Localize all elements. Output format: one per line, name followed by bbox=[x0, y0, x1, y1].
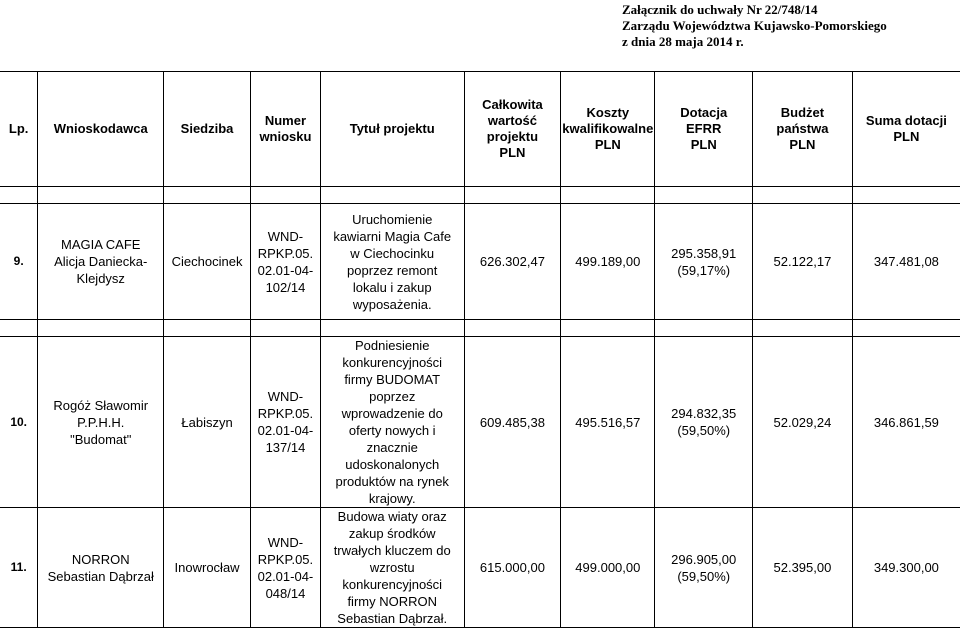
application-number-cell-text: 102/14 bbox=[265, 279, 306, 295]
attachment-line-3: z dnia 28 maja 2014 r. bbox=[622, 34, 744, 49]
project-title-cell-text: oferty nowych i bbox=[348, 423, 436, 438]
grant-sum-cell bbox=[852, 337, 960, 508]
header-text: kwalifikowalne bbox=[562, 121, 654, 136]
seat-cell-text: Inowrocław bbox=[174, 560, 240, 575]
application-number-cell-text: 02.01-04- bbox=[257, 262, 314, 278]
applicant-cell-text: "Budomat" bbox=[70, 431, 132, 447]
application-number-cell-text: RPKP.05. bbox=[257, 245, 314, 261]
separator-cell bbox=[38, 320, 164, 337]
applicant-cell-text: Rogóż Sławomir bbox=[53, 397, 149, 413]
separator-cell bbox=[0, 320, 38, 337]
seat-cell bbox=[164, 337, 251, 508]
separator-cell bbox=[753, 187, 853, 204]
separator-cell bbox=[655, 320, 753, 337]
state-budget-cell bbox=[753, 337, 853, 508]
efrr-grant-cell-text: 294.832,35 bbox=[671, 406, 737, 421]
header-text: Lp. bbox=[8, 121, 29, 136]
separator-cell bbox=[561, 187, 655, 204]
application-number-cell-text: 137/14 bbox=[265, 440, 306, 455]
application-number-cell bbox=[251, 508, 321, 628]
total-value-cell bbox=[464, 337, 561, 508]
project-title-cell-text: udoskonalonych bbox=[345, 457, 440, 472]
efrr-grant-cell-text: (59,50%) bbox=[677, 568, 731, 584]
header-text: Suma dotacji bbox=[865, 113, 947, 128]
grant-sum-cell bbox=[852, 508, 960, 628]
header-cell bbox=[655, 72, 753, 187]
application-number-cell-text: RPKP.05. bbox=[257, 406, 314, 421]
separator-cell bbox=[655, 187, 753, 204]
total-value-cell-text: 615.000,00 bbox=[479, 560, 545, 575]
separator-cell bbox=[251, 187, 321, 204]
header-text: PLN bbox=[690, 137, 717, 152]
separator-cell bbox=[464, 320, 561, 337]
project-title-cell-text: Podniesienie bbox=[354, 338, 430, 353]
lp-cell bbox=[0, 508, 38, 628]
header-text: PLN bbox=[594, 137, 621, 152]
project-title-cell-text: poprzez remont bbox=[347, 262, 438, 278]
project-title-cell-text: lokalu i zakup bbox=[352, 279, 432, 295]
eligible-costs-cell-text: 499.189,00 bbox=[575, 254, 641, 269]
efrr-grant-cell bbox=[655, 204, 753, 320]
project-title-cell-text: w Ciechocinku bbox=[350, 245, 435, 261]
total-value-cell bbox=[464, 508, 561, 628]
header-cell bbox=[464, 72, 561, 187]
separator-cell bbox=[320, 187, 464, 204]
application-number-cell bbox=[251, 204, 321, 320]
header-cell bbox=[38, 72, 164, 187]
project-title-cell-text: kawiarni Magia Cafe bbox=[333, 228, 452, 244]
project-title-cell-text: zakup środków bbox=[348, 526, 436, 541]
header-cell bbox=[753, 72, 853, 187]
header-text: Tytuł projektu bbox=[349, 121, 435, 136]
applicant-cell-text: Sebastian Dąbrzał bbox=[47, 568, 154, 584]
separator-row bbox=[0, 187, 960, 204]
table-row bbox=[0, 508, 960, 628]
project-title-cell-text: wprowadzenie do bbox=[341, 406, 443, 421]
header-cell bbox=[320, 72, 464, 187]
header-text: Budżet bbox=[780, 105, 825, 120]
separator-cell bbox=[852, 187, 960, 204]
eligible-costs-cell-text: 499.000,00 bbox=[575, 560, 641, 575]
grant-sum-cell-text: 346.861,59 bbox=[873, 414, 939, 430]
project-title-cell bbox=[320, 204, 464, 320]
header-text: projektu bbox=[486, 129, 539, 144]
separator-cell bbox=[320, 320, 464, 337]
total-value-cell-text: 626.302,47 bbox=[479, 254, 545, 269]
efrr-grant-cell-text: 295.358,91 bbox=[671, 245, 737, 261]
applicant-cell-text: Klejdysz bbox=[76, 271, 125, 286]
efrr-grant-cell bbox=[655, 337, 753, 508]
project-title-cell bbox=[320, 337, 464, 508]
state-budget-cell-text: 52.122,17 bbox=[773, 254, 832, 269]
lp-cell bbox=[0, 337, 38, 508]
attachment-note bbox=[622, 2, 952, 50]
project-title-cell-text: konkurencyjności bbox=[342, 355, 443, 370]
seat-cell-text: Łabiszyn bbox=[181, 414, 233, 430]
separator-cell bbox=[753, 320, 853, 337]
application-number-cell-text: 02.01-04- bbox=[257, 568, 314, 584]
header-text: Siedziba bbox=[180, 121, 234, 136]
application-number-cell-text: WND- bbox=[267, 389, 304, 404]
separator-cell bbox=[464, 187, 561, 204]
project-title-cell-text: wzrostu bbox=[369, 560, 415, 575]
project-title-cell-text: znacznie bbox=[366, 440, 418, 455]
project-title-cell bbox=[320, 508, 464, 628]
applicant-cell bbox=[38, 508, 164, 628]
header-cell bbox=[251, 72, 321, 187]
application-number-cell-text: WND- bbox=[267, 534, 304, 550]
project-title-cell-text: trwałych kluczem do bbox=[333, 543, 451, 558]
application-number-cell-text: WND- bbox=[267, 228, 304, 244]
applicant-cell bbox=[38, 337, 164, 508]
efrr-grant-cell-text: (59,17%) bbox=[677, 262, 731, 278]
project-title-cell-text: poprzez bbox=[369, 389, 416, 404]
header-text: wniosku bbox=[259, 129, 312, 144]
project-title-cell-text: firmy NORRON bbox=[347, 594, 437, 609]
seat-cell-text: Ciechocinek bbox=[171, 254, 243, 269]
header-text: państwa bbox=[776, 121, 829, 136]
header-cell bbox=[852, 72, 960, 187]
header-text: Numer bbox=[264, 113, 307, 128]
header-text: PLN bbox=[499, 145, 526, 160]
efrr-grant-cell-text: 296.905,00 bbox=[671, 551, 737, 567]
project-title-cell-text: Budowa wiaty oraz bbox=[337, 509, 447, 524]
separator-cell bbox=[852, 320, 960, 337]
state-budget-cell-text: 52.029,24 bbox=[773, 414, 832, 430]
separator-cell bbox=[164, 187, 251, 204]
table-header-row bbox=[0, 72, 960, 187]
header-text: PLN bbox=[893, 129, 920, 144]
state-budget-cell bbox=[753, 204, 853, 320]
grant-sum-cell bbox=[852, 204, 960, 320]
applicant-cell-text: MAGIA CAFE bbox=[61, 237, 141, 252]
header-text: wartość bbox=[487, 113, 537, 128]
separator-cell bbox=[251, 320, 321, 337]
project-title-cell-text: produktów na rynek bbox=[335, 474, 449, 489]
header-text: PLN bbox=[789, 137, 816, 152]
seat-cell bbox=[164, 508, 251, 628]
separator-cell bbox=[0, 187, 38, 204]
efrr-grant-cell bbox=[655, 508, 753, 628]
lp-cell-text: 10. bbox=[10, 414, 28, 429]
separator-cell bbox=[561, 320, 655, 337]
header-cell bbox=[0, 72, 38, 187]
eligible-costs-cell-text: 495.516,57 bbox=[575, 414, 641, 430]
total-value-cell-text: 609.485,38 bbox=[479, 414, 545, 430]
application-number-cell-text: RPKP.05. bbox=[257, 551, 314, 567]
state-budget-cell bbox=[753, 508, 853, 628]
state-budget-cell-text: 52.395,00 bbox=[773, 560, 832, 575]
header-text: Dotacja bbox=[680, 105, 728, 120]
applicant-cell-text: NORRON bbox=[71, 551, 130, 567]
separator-row bbox=[0, 320, 960, 337]
project-title-cell-text: konkurencyjności bbox=[342, 577, 443, 592]
efrr-grant-cell-text: (59,50%) bbox=[677, 423, 731, 438]
projects-table bbox=[0, 71, 960, 628]
total-value-cell bbox=[464, 204, 561, 320]
header-text: Całkowita bbox=[482, 97, 543, 112]
application-number-cell-text: 048/14 bbox=[265, 585, 306, 601]
lp-cell-text: 9. bbox=[13, 254, 24, 268]
project-title-cell-text: krajowy. bbox=[368, 491, 416, 506]
header-text: Wnioskodawca bbox=[53, 121, 148, 136]
header-cell bbox=[164, 72, 251, 187]
table-row bbox=[0, 337, 960, 508]
separator-cell bbox=[38, 187, 164, 204]
applicant-cell-text: Alicja Daniecka- bbox=[54, 254, 148, 269]
project-title-cell-text: Uruchomienie bbox=[352, 211, 433, 227]
grant-sum-cell-text: 347.481,08 bbox=[873, 254, 939, 269]
project-title-cell-text: wyposażenia. bbox=[352, 296, 432, 312]
separator-cell bbox=[164, 320, 251, 337]
header-text: EFRR bbox=[686, 121, 722, 136]
applicant-cell-text: P.P.H.H. bbox=[77, 414, 125, 430]
grant-sum-cell-text: 349.300,00 bbox=[873, 560, 939, 575]
eligible-costs-cell bbox=[561, 508, 655, 628]
attachment-line-1: Załącznik do uchwały Nr 22/748/14 bbox=[622, 2, 818, 17]
lp-cell-text: 11. bbox=[10, 560, 27, 574]
table-row bbox=[0, 204, 960, 320]
project-title-cell-text: Sebastian Dąbrzał. bbox=[337, 611, 448, 626]
project-title-cell-text: firmy BUDOMAT bbox=[344, 372, 441, 387]
header-cell bbox=[561, 72, 655, 187]
application-number-cell-text: 02.01-04- bbox=[257, 423, 314, 438]
seat-cell bbox=[164, 204, 251, 320]
application-number-cell bbox=[251, 337, 321, 508]
lp-cell bbox=[0, 204, 38, 320]
eligible-costs-cell bbox=[561, 204, 655, 320]
eligible-costs-cell bbox=[561, 337, 655, 508]
header-text: Koszty bbox=[586, 105, 630, 120]
attachment-line-2: Zarządu Województwa Kujawsko-Pomorskiego bbox=[622, 18, 887, 33]
applicant-cell bbox=[38, 204, 164, 320]
